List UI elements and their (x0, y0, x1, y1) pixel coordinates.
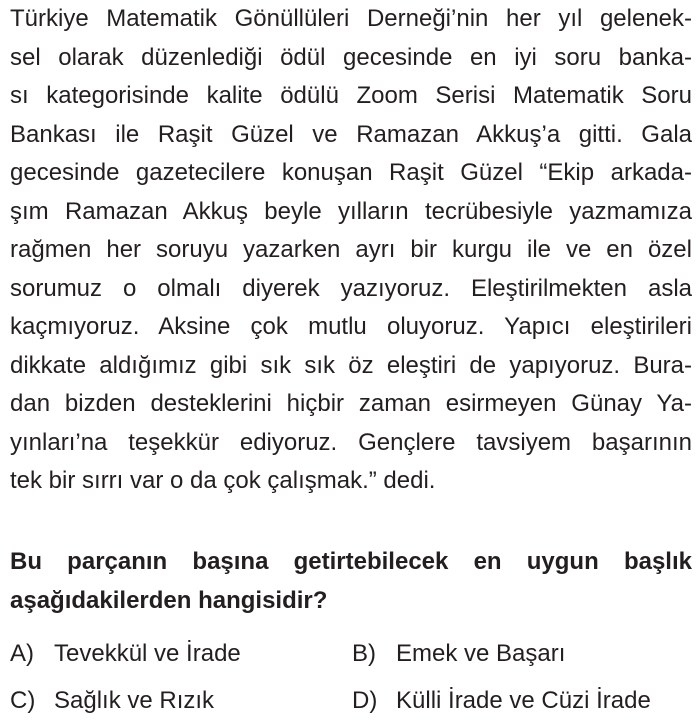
passage-line: yınları’na teşekkür ediyoruz. Gençlere tavsiyem başarının (10, 428, 692, 456)
passage-line: Türkiye Matematik Gönüllüleri Derneği’nin her yıl gelenek- (10, 5, 692, 32)
option-a[interactable] (10, 630, 241, 677)
question-line: aşağıdakilerden hangisidir? (10, 586, 328, 614)
passage-line: şım Ramazan Akkuş beyle yılların tecrübesiyle yazmamıza (10, 197, 692, 225)
option-letter: C) (10, 687, 36, 714)
option-d[interactable] (352, 677, 651, 724)
option-c[interactable] (10, 677, 214, 724)
passage-line: rağmen her soruyu yazarken ayrı bir kurgu ile ve en özel (10, 236, 692, 263)
passage-line: sı kategorisinde kalite ödülü Zoom Serisi Matematik Soru (10, 82, 692, 109)
passage-line: tek bir sırrı var o da çok çalışmak.” dedi. (10, 467, 436, 494)
option-text: Emek ve Başarı (396, 640, 566, 667)
passage-line: sel olarak düzenlediği ödül gecesinde en iyi soru banka- (10, 43, 692, 71)
question-stem (10, 543, 692, 620)
question-line: Bu parçanın başına getirtebilecek en uygun başlık (10, 548, 692, 575)
passage-line: gecesinde gazetecilere konuşan Raşit Güzel “Ekip arkada- (10, 159, 692, 186)
passage-line: dikkate aldığımız gibi sık sık öz eleştiri de yapıyoruz. Bura- (10, 351, 692, 379)
passage-line: kaçmıyoruz. Aksine çok mutlu oluyoruz. Yapıcı eleştirileri (10, 313, 692, 340)
options-row (10, 677, 692, 724)
option-text: Tevekkül ve İrade (54, 640, 241, 667)
option-b[interactable] (352, 630, 565, 677)
reading-passage (10, 0, 692, 501)
option-letter: B) (352, 640, 376, 667)
options-row (10, 630, 692, 677)
passage-line: sorumuz o olmalı diyerek yazıyoruz. Eleştirilmekten asla (10, 274, 692, 302)
answer-options (10, 630, 692, 724)
passage-line: dan bizden desteklerini hiçbir zaman esirmeyen Günay Ya- (10, 390, 692, 417)
option-text: Külli İrade ve Cüzi İrade (396, 687, 651, 714)
option-text: Sağlık ve Rızık (54, 687, 215, 714)
passage-line: Bankası ile Raşit Güzel ve Ramazan Akkuş’a gitti. Gala (10, 120, 692, 148)
option-letter: A) (10, 640, 34, 667)
option-letter: D) (352, 687, 378, 714)
